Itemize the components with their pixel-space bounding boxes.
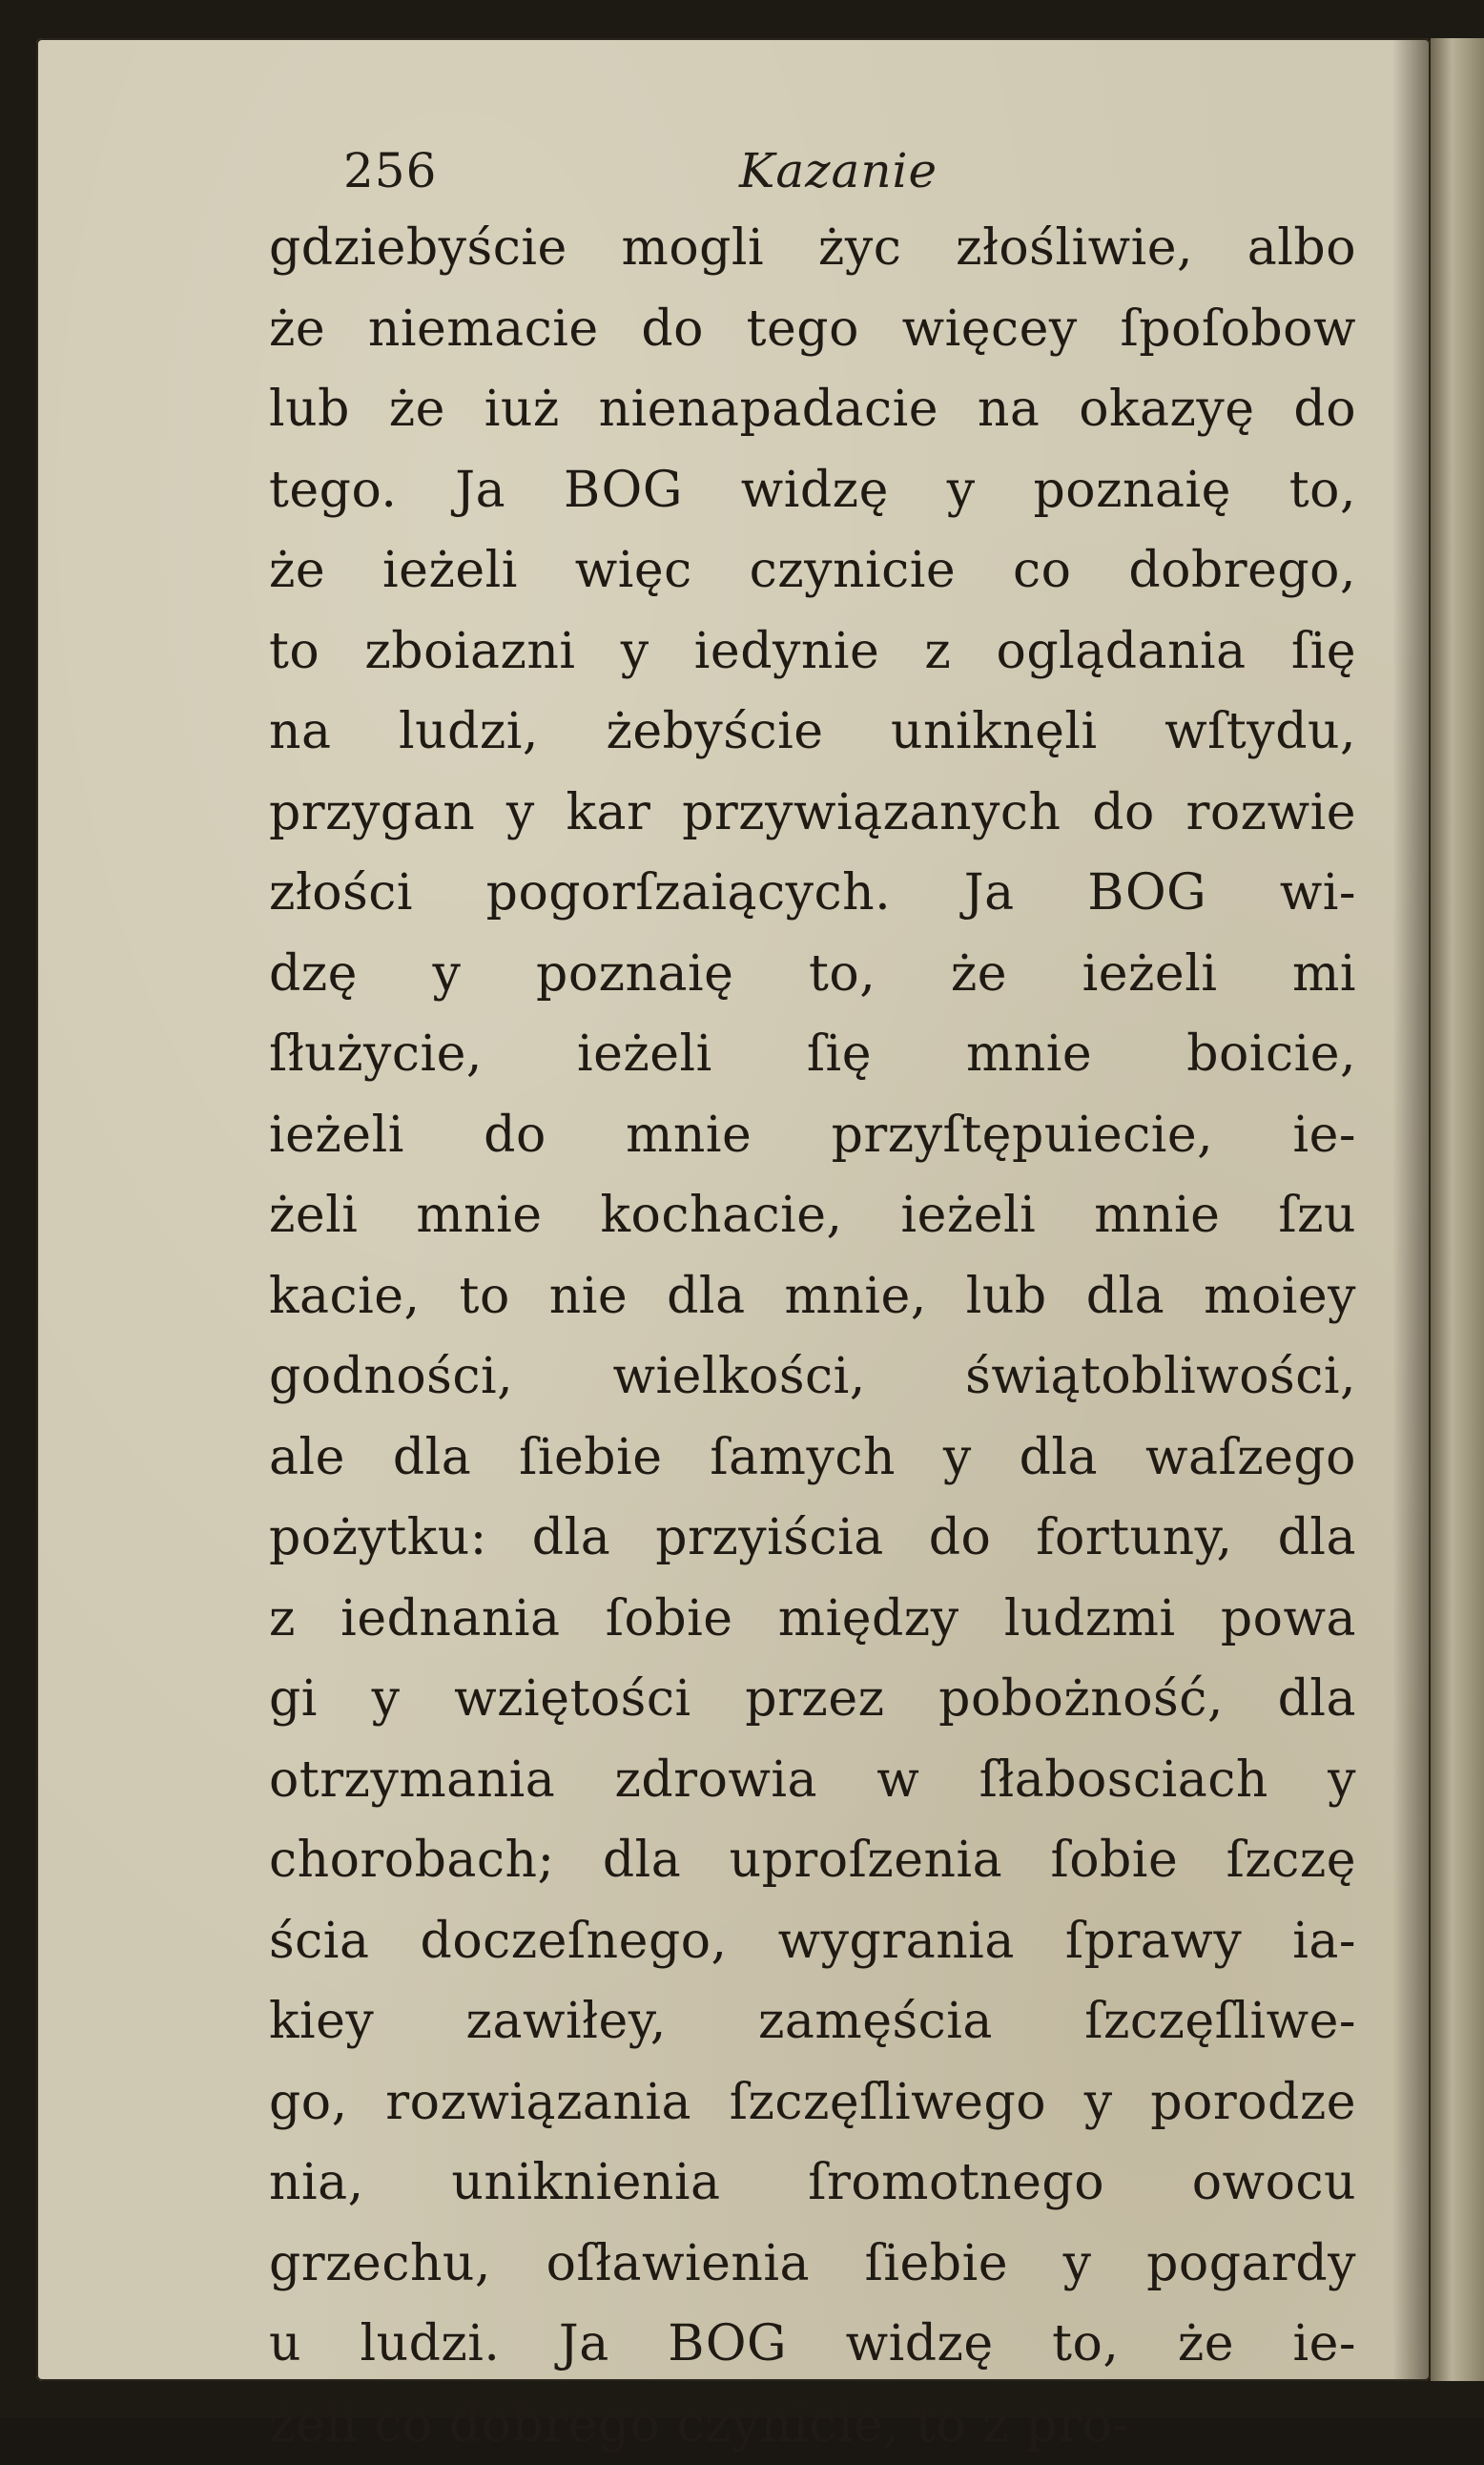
- text-line: kacie, to nie dla mnie, lub dla moiey: [269, 1256, 1356, 1337]
- text-line: tego. Ja BOG widzę y poznaię to,: [269, 450, 1356, 531]
- text-line: z iednania ſobie między ludzmi powa: [269, 1579, 1356, 1660]
- text-line: dzę y poznaię to, że ieżeli mi: [269, 934, 1356, 1015]
- text-line: go, rozwiązania ſzczęſliwego y porodze: [269, 2062, 1356, 2144]
- text-line: chorobach; dla uproſzenia ſobie ſzczę: [269, 1820, 1356, 1901]
- text-line: żeli mnie kochacie, ieżeli mnie ſzu: [269, 1175, 1356, 1256]
- text-line: ale dla ſiebie ſamych y dla waſzego: [269, 1418, 1356, 1499]
- text-line: że niemacie do tego więcey ſpoſobow: [269, 289, 1356, 370]
- text-line: godności, wielkości, świątobliwości,: [269, 1336, 1356, 1418]
- text-line: żeli co dobrego czynicie, to z pro-: [269, 2385, 1356, 2465]
- text-line: kiey zawiłey, zamęścia ſzczęſliwe-: [269, 1981, 1356, 2062]
- text-line: gi y wziętości przez pobożność, dla: [269, 1659, 1356, 1740]
- running-head: Kazanie: [739, 143, 938, 198]
- text-line: przygan y kar przywiązanych do rozwie: [269, 773, 1356, 854]
- text-line: u ludzi. Ja BOG widzę to, że ie-: [269, 2304, 1356, 2385]
- text-line: grzechu, oſławienia ſiebie y pogardy: [269, 2224, 1356, 2305]
- text-line: nia, uniknienia ſromotnego owocu: [269, 2143, 1356, 2224]
- text-line: że ieżeli więc czynicie co dobrego,: [269, 530, 1356, 611]
- body-text: [269, 208, 1356, 2465]
- text-line: ſłużycie, ieżeli ſię mnie boicie,: [269, 1014, 1356, 1095]
- text-line: lub że iuż nienapadacie na okazyę do: [269, 369, 1356, 450]
- text-line: gdziebyście mogli życ złośliwie, albo: [269, 208, 1356, 289]
- page-number: 256: [343, 143, 437, 198]
- adjacent-page-edge: [1431, 38, 1484, 2381]
- text-line: ieżeli do mnie przyſtępuiecie, ie-: [269, 1095, 1356, 1176]
- text-line: ścia doczeſnego, wygrania ſprawy ia-: [269, 1901, 1356, 1982]
- text-line: to zboiazni y iedynie z oglądania ſię: [269, 611, 1356, 693]
- text-line: otrzymania zdrowia w ſłabosciach y: [269, 1740, 1356, 1821]
- text-line: złości pogorſzaiących. Ja BOG wi-: [269, 853, 1356, 934]
- text-line: pożytku: dla przyiścia do fortuny, dla: [269, 1498, 1356, 1579]
- page-gutter-shadow: [1392, 38, 1431, 2381]
- text-line: na ludzi, żebyście uniknęli wſtydu,: [269, 692, 1356, 773]
